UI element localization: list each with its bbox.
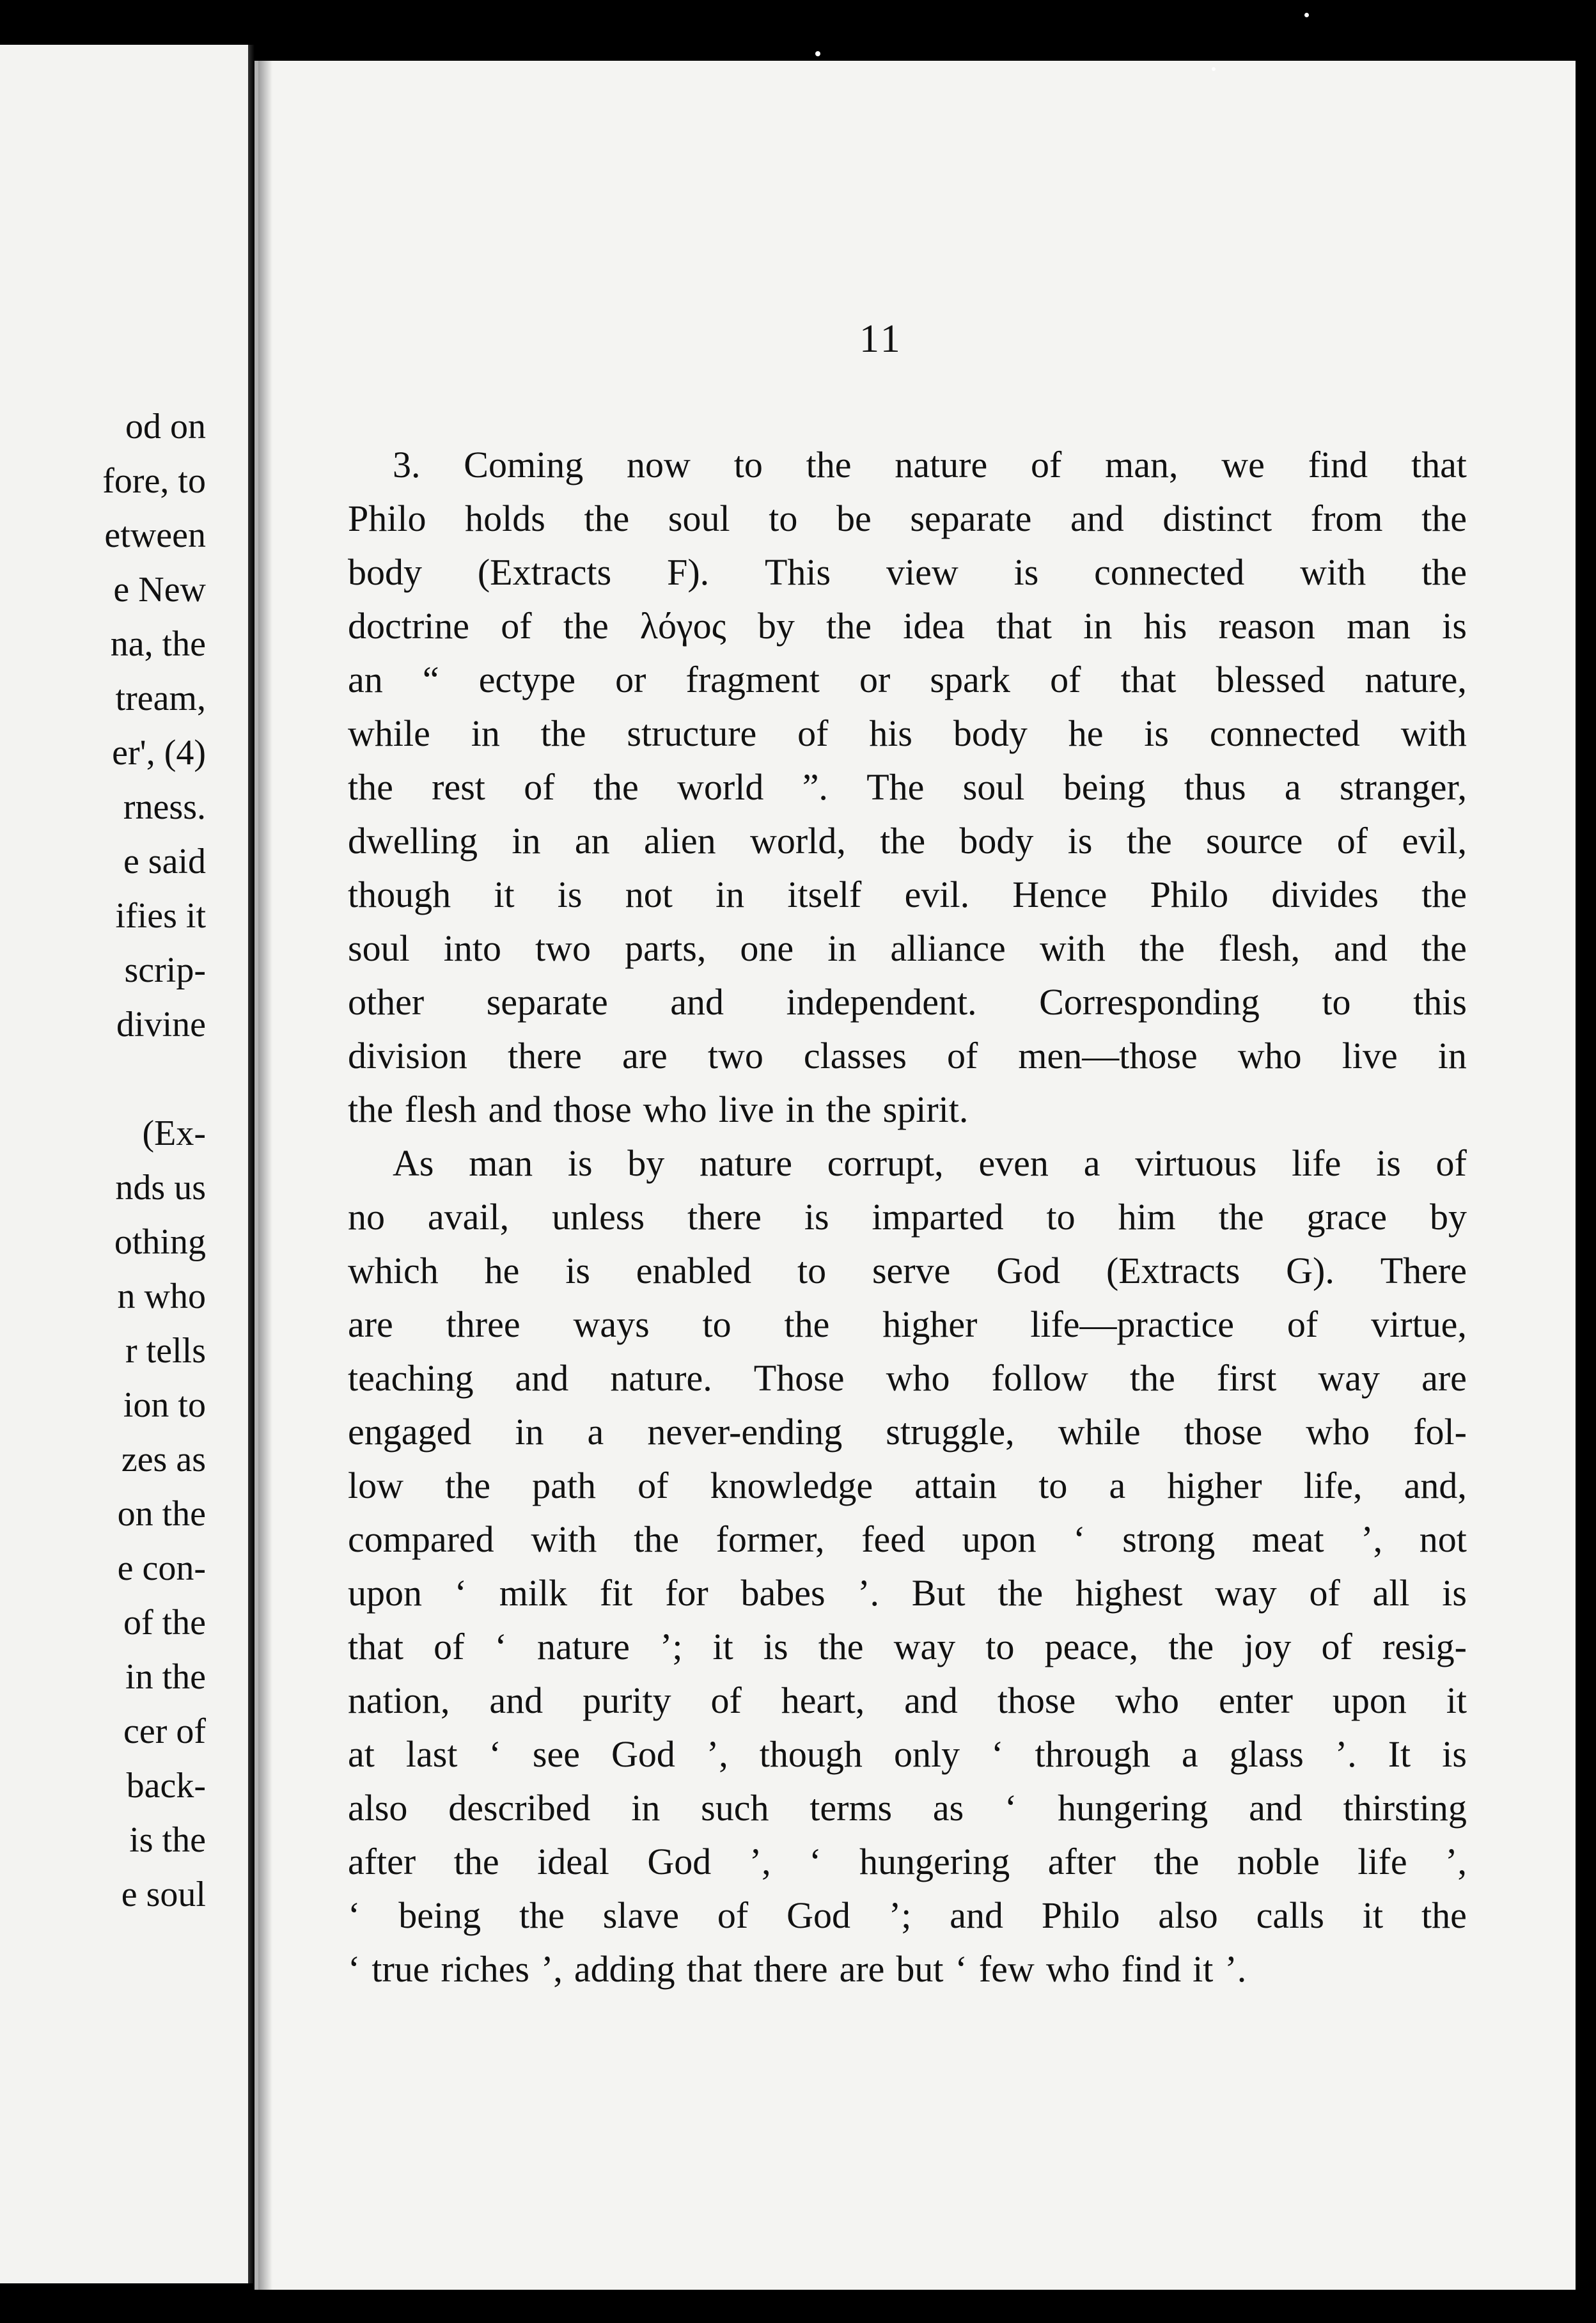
paragraph xyxy=(348,438,1467,1137)
left-page-line: (Ex- xyxy=(142,1114,206,1153)
left-page-line: e New xyxy=(113,570,206,610)
left-page-line: r tells xyxy=(125,1331,206,1371)
text-line: are three ways to the higher life—practice of virtue, xyxy=(348,1303,1467,1345)
left-page-text-fragments xyxy=(102,400,206,1922)
text-line: body (Extracts F). This view is connected with the xyxy=(348,551,1467,593)
text-line: that of ‘ nature ’; it is the way to peace, the joy of resig- xyxy=(348,1626,1467,1667)
text-line: the rest of the world ”. The soul being thus a stranger, xyxy=(348,766,1467,808)
left-page-line: zes as xyxy=(121,1440,206,1479)
left-page-line: on the xyxy=(117,1494,206,1534)
text-line: nation, and purity of heart, and those who enter upon it xyxy=(348,1680,1467,1721)
left-page xyxy=(0,45,250,2283)
text-line: low the path of knowledge attain to a higher life, and, xyxy=(348,1465,1467,1506)
left-page-line: of the xyxy=(123,1603,206,1642)
left-page-line: divine xyxy=(116,1005,206,1044)
left-page-line: fore, to xyxy=(102,461,206,501)
left-page-line: od on xyxy=(125,407,206,446)
left-page-line: in the xyxy=(125,1657,206,1697)
page-number: 11 xyxy=(859,317,903,361)
left-page-line: e said xyxy=(123,842,206,881)
text-line: while in the structure of his body he is connected with xyxy=(348,713,1467,754)
left-page-line: etween xyxy=(104,516,206,555)
scan-speck xyxy=(1212,67,1216,71)
left-page-line: rness. xyxy=(123,787,206,827)
text-line: upon ‘ milk fit for babes ’. But the highest way of all is xyxy=(348,1572,1467,1614)
text-line: other separate and independent. Corresponding to this xyxy=(348,981,1467,1023)
left-page-line: ion to xyxy=(123,1385,206,1425)
page-spine-shadow xyxy=(258,61,272,2290)
left-page-line: scrip- xyxy=(124,950,206,990)
left-page-line: er', (4) xyxy=(112,733,206,773)
text-line: also described in such terms as ‘ hungering and thirsting xyxy=(348,1787,1467,1829)
text-line: As man is by nature corrupt, even a virtuous life is of xyxy=(393,1142,1467,1184)
text-line: ‘ true riches ’, adding that there are but ‘ few who find it ’. xyxy=(348,1948,1247,1990)
text-line: no avail, unless there is imparted to him the grace by xyxy=(348,1196,1467,1238)
page-body-text xyxy=(348,438,1467,1996)
left-page-line: nds us xyxy=(115,1168,206,1208)
left-page-line xyxy=(102,1052,206,1106)
text-line: doctrine of the λόγος by the idea that in his reason man is xyxy=(348,605,1467,647)
text-line: engaged in a never-ending struggle, while those who fol- xyxy=(348,1411,1467,1453)
text-line: 3. Coming now to the nature of man, we find that xyxy=(393,444,1467,485)
left-page-line: othing xyxy=(114,1222,206,1262)
text-line: division there are two classes of men—those who live in xyxy=(348,1035,1467,1076)
left-page-line: e soul xyxy=(121,1875,206,1914)
text-line: soul into two parts, one in alliance with the flesh, and the xyxy=(348,927,1467,969)
right-page xyxy=(254,61,1576,2290)
text-line: Philo holds the soul to be separate and distinct from the xyxy=(348,498,1467,539)
text-line: the flesh and those who live in the spirit. xyxy=(348,1089,969,1130)
left-page-line: ifies it xyxy=(115,896,206,936)
left-page-line: is the xyxy=(129,1820,206,1860)
text-line: dwelling in an alien world, the body is the source of evil, xyxy=(348,820,1467,862)
text-line: at last ‘ see God ’, though only ‘ through a glass ’. It is xyxy=(348,1733,1467,1775)
left-page-line: n who xyxy=(117,1277,206,1316)
text-line: which he is enabled to serve God (Extracts G). There xyxy=(348,1250,1467,1291)
scan-speck xyxy=(815,51,820,56)
scan-speck xyxy=(1304,13,1309,17)
left-page-line: na, the xyxy=(110,624,206,664)
text-line: an “ ectype or fragment or spark of that blessed nature, xyxy=(348,659,1467,700)
left-page-line: cer of xyxy=(123,1712,206,1751)
left-page-line: tream, xyxy=(115,679,206,718)
paragraph xyxy=(348,1137,1467,1996)
text-line: though it is not in itself evil. Hence Philo divides the xyxy=(348,874,1467,915)
left-page-line: back- xyxy=(126,1766,206,1806)
text-line: compared with the former, feed upon ‘ strong meat ’, not xyxy=(348,1518,1467,1560)
left-page-line: e con- xyxy=(117,1548,206,1588)
text-line: ‘ being the slave of God ’; and Philo also calls it the xyxy=(348,1894,1467,1936)
text-line: teaching and nature. Those who follow the first way are xyxy=(348,1357,1467,1399)
text-line: after the ideal God ’, ‘ hungering after the noble life ’, xyxy=(348,1841,1467,1882)
book-gutter xyxy=(248,45,254,2283)
